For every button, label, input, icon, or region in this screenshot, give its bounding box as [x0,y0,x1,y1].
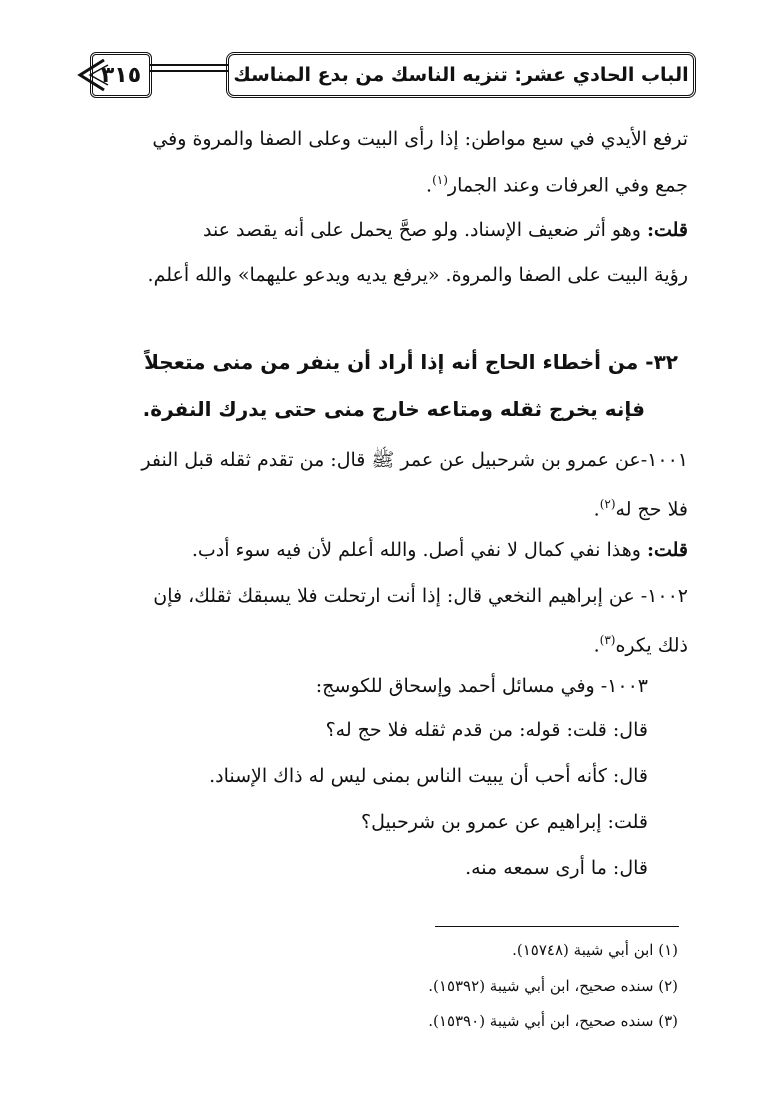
qult-label: قلت: [646,219,688,241]
footnote-ref: (١) [432,173,448,187]
paragraph-line [203,218,688,242]
chapter-title: الباب الحادي عشر: تنزيه الناسك من بدع المناسك [233,64,689,86]
dialogue-line: قال: قلت: قوله: من قدم ثقله فلا حج له؟ [325,719,648,741]
footnote: (٢) سنده صحيح، ابن أبي شيبة (١٥٣٩٢). [428,977,678,995]
paragraph-line: ترفع الأيدي في سبع مواطن: إذا رأى البيت وعلى الصفا والمروة وفي [152,128,688,150]
page-number: ٣١٥ [100,62,142,88]
paragraph-line [594,628,688,657]
text-span: جمع وفي العرفات وعند الجمار [447,174,688,197]
footnote-divider [435,926,679,927]
header-connector-line [150,64,228,72]
text-span: وهذا نفي كمال لا نفي أصل. والله أعلم لأن فيه سوء أدب. [191,539,641,561]
footnote: (١) ابن أبي شيبة (١٥٧٤٨). [512,941,678,959]
section-heading: فإنه يخرج ثقله ومتاعه خارج منى حتى يدرك النفرة. [142,397,645,421]
text-span: ذلك يكره [615,634,688,657]
section-heading: ٣٢- من أخطاء الحاج أنه إذا أراد أن ينفر من منى متعجلاً [144,350,678,374]
paragraph-line: رؤية البيت على الصفا والمروة. «يرفع يديه ويدعو عليهما» والله أعلم. [147,264,688,286]
text-span: . [593,634,600,657]
text-span: . [593,498,600,521]
narration-1002: ١٠٠٢- عن إبراهيم النخعي قال: إذا أنت ارتحلت فلا يسبقك ثقلك، فإن [153,585,688,607]
qult-label: قلت: [646,539,688,561]
footnote-ref: (٢) [599,497,616,511]
chapter-title-box [226,52,696,98]
narration-1001: ١٠٠١-عن عمرو بن شرحبيل عن عمر ﷺ قال: من تقدم ثقله قبل النفر [141,449,688,471]
dialogue-line: قال: كأنه أحب أن يبيت الناس بمنى ليس له ذاك الإسناد. [209,765,648,787]
text-span: . [426,174,433,197]
paragraph-line [594,492,688,521]
footnote: (٣) سنده صحيح، ابن أبي شيبة (١٥٣٩٠). [428,1012,678,1030]
text-span: وهو أثر ضعيف الإسناد. ولو صحَّ يحمل على أنه يقصد عند [202,219,641,241]
dialogue-line: قلت: إبراهيم عن عمرو بن شرحبيل؟ [361,811,648,833]
paragraph-line [192,538,688,562]
dialogue-line: قال: ما أرى سمعه منه. [465,857,648,879]
paragraph-line [426,168,688,197]
narration-1003: ١٠٠٣- وفي مسائل أحمد وإسحاق للكوسج: [315,675,648,697]
text-span: فلا حج له [615,498,688,521]
footnote-ref: (٣) [599,633,616,647]
arrow-left-icon [74,57,110,93]
